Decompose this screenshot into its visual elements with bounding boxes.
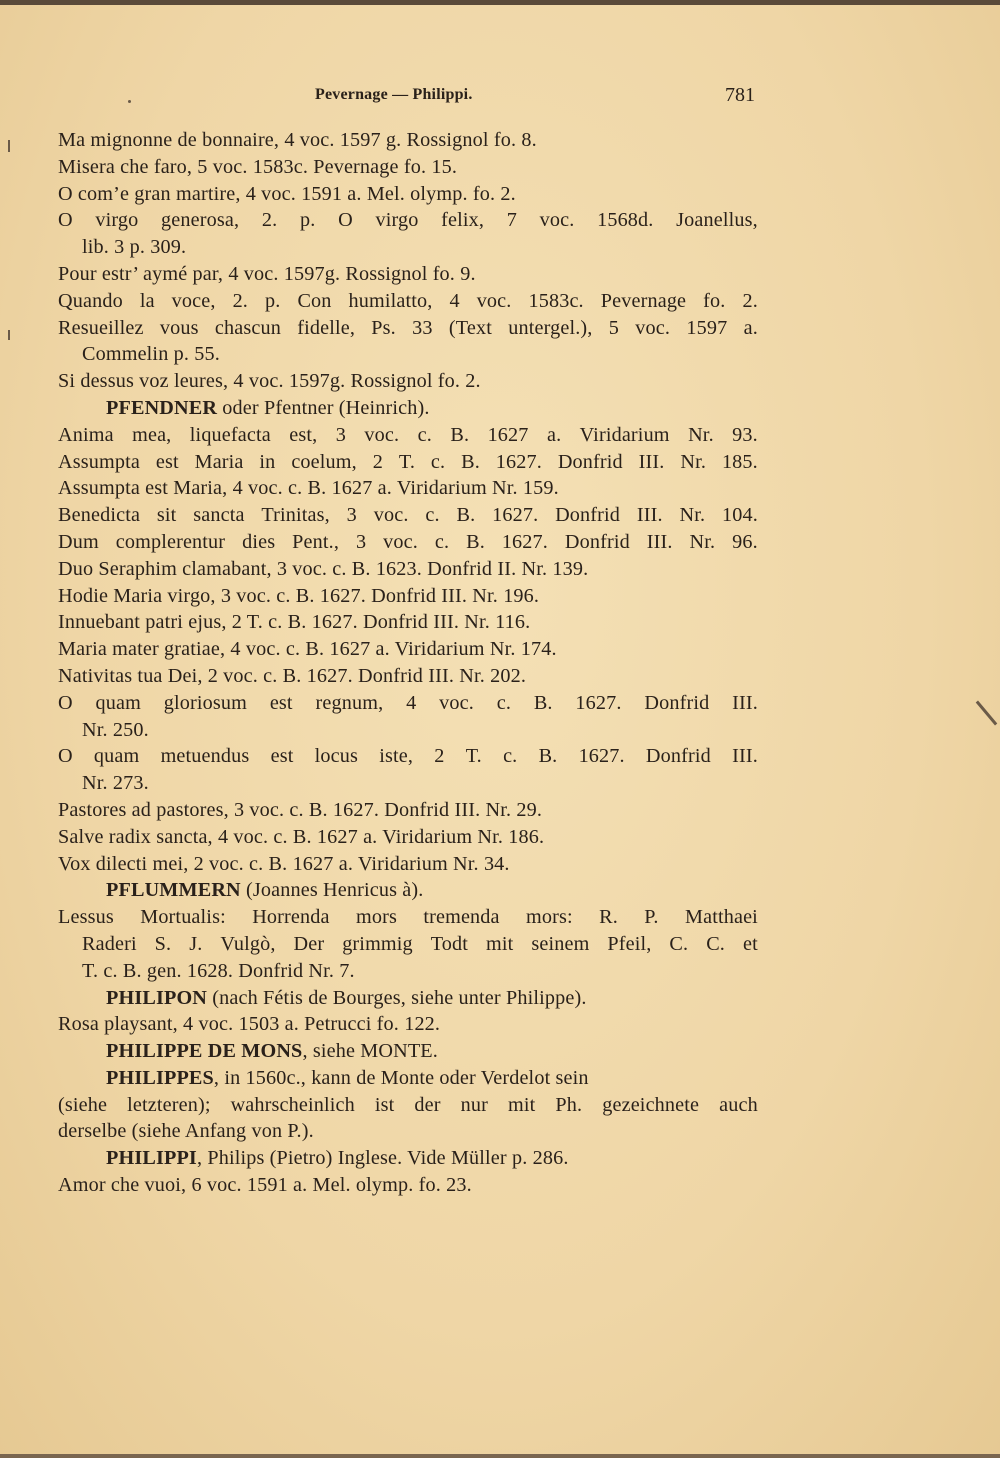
composer-heading — [58, 1145, 758, 1172]
page-top-edge — [0, 0, 1000, 5]
composer-heading — [58, 395, 758, 422]
entry-line: Dum complerentur dies Pent., 3 voc. c. B. 1627. Donfrid III. Nr. 96. — [58, 530, 758, 553]
heading-rest: , Philips (Pietro) Inglese. Vide Müller p. 286. — [196, 1147, 569, 1170]
entry-line: Misera che faro, 5 voc. 1583c. Pevernage fo. 15. — [58, 155, 458, 178]
margin-mark — [8, 140, 10, 152]
entry-line: O quam metuendus est locus iste, 2 T. c. B. 1627. Donfrid III. — [58, 745, 758, 768]
entry-line: Lessus Mortualis: Horrenda mors tremenda mors: R. P. Matthaei — [58, 906, 758, 929]
heading-rest: oder Pfentner (Heinrich). — [217, 396, 430, 419]
entry-line: (siehe letzteren); wahrscheinlich ist der nur mit Ph. gezeichnete auch — [58, 1093, 758, 1116]
entry-line: Assumpta est Maria, 4 voc. c. B. 1627 a. Viridarium Nr. 159. — [58, 477, 559, 500]
entry-line: Anima mea, liquefacta est, 3 voc. c. B. 1627 a. Viridarium Nr. 93. — [58, 423, 758, 446]
heading-rest: (Joannes Henricus à). — [240, 879, 424, 902]
heading-rest: , siehe MONTE. — [302, 1040, 438, 1063]
composer-name: PHILIPPI — [106, 1147, 197, 1170]
heading-rest: , in 1560c., kann de Monte oder Verdelot sein — [213, 1066, 589, 1089]
margin-mark — [976, 701, 998, 726]
composer-heading — [58, 1065, 758, 1092]
composer-name: PHILIPPE DE MONS — [106, 1040, 303, 1063]
composer-name: PHILIPPES — [106, 1066, 214, 1089]
entry-line: Nativitas tua Dei, 2 voc. c. B. 1627. Donfrid III. Nr. 202. — [58, 664, 527, 687]
page-bottom-edge — [0, 1454, 1000, 1458]
heading-rest: (nach Fétis de Bourges, siehe unter Philippe). — [207, 986, 587, 1009]
entry-line: Pastores ad pastores, 3 voc. c. B. 1627. Donfrid III. Nr. 29. — [58, 798, 543, 821]
entry-line: O virgo generosa, 2. p. O virgo felix, 7 voc. 1568d. Joanellus, — [58, 209, 758, 232]
entry-line: Quando la voce, 2. p. Con humilatto, 4 voc. 1583c. Pevernage fo. 2. — [58, 289, 758, 312]
entry-line: T. c. B. gen. 1628. Donfrid Nr. 7. — [82, 959, 355, 982]
entry-line: Vox dilecti mei, 2 voc. c. B. 1627 a. Viridarium Nr. 34. — [58, 852, 510, 875]
entry-line: derselbe (siehe Anfang von P.). — [58, 1120, 314, 1143]
entry-line: Si dessus voz leures, 4 voc. 1597g. Rossignol fo. 2. — [58, 370, 481, 393]
entry-line: Benedicta sit sancta Trinitas, 3 voc. c. B. 1627. Donfrid III. Nr. 104. — [58, 504, 758, 527]
catalogue-text — [58, 127, 758, 1199]
margin-mark — [128, 100, 131, 103]
entry-line: O quam gloriosum est regnum, 4 voc. c. B. 1627. Donfrid III. — [58, 691, 758, 714]
entry-line: Pour estr’ aymé par, 4 voc. 1597g. Rossignol fo. 9. — [58, 262, 476, 285]
entry-line: Innuebant patri ejus, 2 T. c. B. 1627. Donfrid III. Nr. 116. — [58, 611, 531, 634]
entry-line: Amor che vuoi, 6 voc. 1591 a. Mel. olymp. fo. 23. — [58, 1174, 472, 1197]
entry-line: lib. 3 p. 309. — [82, 236, 187, 259]
composer-name: PFLUMMERN — [106, 879, 241, 902]
running-title: Pevernage — Philippi. — [315, 86, 473, 103]
entry-line: Salve radix sancta, 4 voc. c. B. 1627 a. Viridarium Nr. 186. — [58, 825, 545, 848]
composer-name: PFENDNER — [106, 396, 218, 419]
entry-line: Rosa playsant, 4 voc. 1503 a. Petrucci fo. 122. — [58, 1013, 441, 1036]
entry-line: Nr. 250. — [82, 718, 149, 741]
composer-heading — [58, 985, 758, 1012]
entry-line: Commelin p. 55. — [82, 343, 220, 366]
running-header — [315, 86, 755, 110]
composer-heading — [58, 1038, 758, 1065]
entry-line: Maria mater gratiae, 4 voc. c. B. 1627 a. Viridarium Nr. 174. — [58, 638, 557, 661]
composer-heading — [58, 877, 758, 904]
entry-line: Resueillez vous chascun fidelle, Ps. 33 (Text untergel.), 5 voc. 1597 a. — [58, 316, 758, 339]
margin-mark — [8, 330, 10, 340]
entry-line: Ma mignonne de bonnaire, 4 voc. 1597 g. Rossignol fo. 8. — [58, 129, 537, 151]
entry-line: O com’e gran martire, 4 voc. 1591 a. Mel. olymp. fo. 2. — [58, 182, 516, 205]
entry-line: Nr. 273. — [82, 772, 149, 795]
entry-line: Hodie Maria virgo, 3 voc. c. B. 1627. Donfrid III. Nr. 196. — [58, 584, 540, 607]
entry-line: Assumpta est Maria in coelum, 2 T. c. B. 1627. Donfrid III. Nr. 185. — [58, 450, 758, 473]
entry-line: Raderi S. J. Vulgò, Der grimmig Todt mit seinem Pfeil, C. C. et — [82, 932, 758, 955]
composer-name: PHILIPON — [106, 986, 208, 1009]
page-number: 781 — [725, 84, 755, 106]
entry-line: Duo Seraphim clamabant, 3 voc. c. B. 1623. Donfrid II. Nr. 139. — [58, 557, 589, 580]
